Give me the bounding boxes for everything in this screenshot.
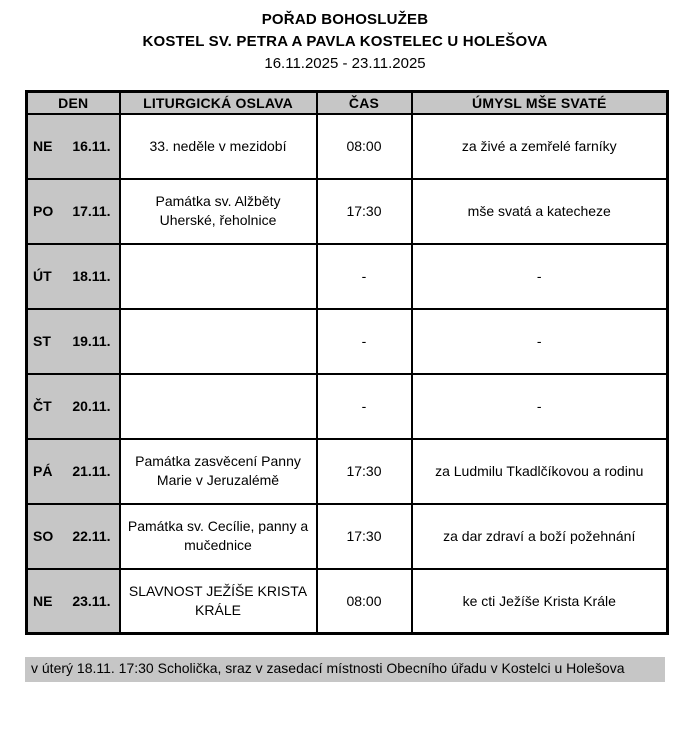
day-abbrev: PÁ <box>33 463 53 479</box>
day-cell <box>27 179 120 244</box>
table-row <box>27 374 668 439</box>
celebration-cell: Památka sv. Alžběty Uherské, řeholnice <box>120 179 317 244</box>
table-row <box>27 569 668 634</box>
time-cell: - <box>317 244 412 309</box>
time-cell: 08:00 <box>317 114 412 179</box>
time-cell: - <box>317 309 412 374</box>
intention-cell: za živé a zemřelé farníky <box>412 114 668 179</box>
header-row <box>27 92 668 114</box>
day-abbrev: ČT <box>33 398 52 414</box>
day-cell <box>27 309 120 374</box>
day-cell <box>27 569 120 634</box>
time-cell: 17:30 <box>317 179 412 244</box>
schedule-table <box>25 90 669 635</box>
intention-cell: za Ludmilu Tkadlčíkovou a rodinu <box>412 439 668 504</box>
day-abbrev: NE <box>33 592 53 609</box>
celebration-cell <box>120 374 317 439</box>
day-cell <box>27 439 120 504</box>
table-row <box>27 439 668 504</box>
col-header-umysl: ÚMYSL MŠE SVATÉ <box>412 92 668 114</box>
day-cell <box>27 244 120 309</box>
day-date: 18.11. <box>72 268 111 284</box>
celebration-cell <box>120 309 317 374</box>
day-abbrev: NE <box>33 138 53 154</box>
intention-cell: mše svatá a katecheze <box>412 179 668 244</box>
time-cell: 17:30 <box>317 439 412 504</box>
celebration-cell: 33. neděle v mezidobí <box>120 114 317 179</box>
col-header-den: DEN <box>27 92 120 114</box>
day-abbrev: ST <box>33 333 51 349</box>
day-cell <box>27 504 120 569</box>
day-cell <box>27 374 120 439</box>
schedule-table-body <box>27 114 668 634</box>
table-row <box>27 244 668 309</box>
intention-cell: - <box>412 374 668 439</box>
col-header-liturgicka-oslava: LITURGICKÁ OSLAVA <box>120 92 317 114</box>
day-date: 23.11. <box>72 592 111 609</box>
time-cell: - <box>317 374 412 439</box>
celebration-cell: SLAVNOST JEŽÍŠE KRISTA KRÁLE <box>120 569 317 634</box>
footer-note: v úterý 18.11. 17:30 Scholička, sraz v zasedací místnosti Obecního úřadu v Kostelci u Holešova <box>25 657 665 682</box>
col-header-cas: ČAS <box>317 92 412 114</box>
intention-cell: - <box>412 309 668 374</box>
day-abbrev: PO <box>33 203 54 219</box>
time-cell: 17:30 <box>317 504 412 569</box>
date-range: 16.11.2025 - 23.11.2025 <box>264 55 426 72</box>
intention-cell: - <box>412 244 668 309</box>
table-row <box>27 114 668 179</box>
table-row <box>27 309 668 374</box>
page-title: POŘAD BOHOSLUŽEB <box>261 11 429 28</box>
celebration-cell <box>120 244 317 309</box>
intention-cell: za dar zdraví a boží požehnání <box>412 504 668 569</box>
time-cell: 08:00 <box>317 569 412 634</box>
day-date: 17.11. <box>72 203 111 219</box>
day-date: 20.11. <box>72 398 111 414</box>
page-subtitle: KOSTEL SV. PETRA A PAVLA KOSTELEC U HOLEŠOVA <box>142 33 548 50</box>
day-cell <box>27 114 120 179</box>
celebration-cell: Památka zasvěcení Panny Marie v Jeruzalémě <box>120 439 317 504</box>
schedule-table-head <box>27 92 668 114</box>
document-header <box>0 0 690 75</box>
day-abbrev: ÚT <box>33 268 52 284</box>
day-date: 22.11. <box>72 528 111 544</box>
day-abbrev: SO <box>33 528 54 544</box>
day-date: 16.11. <box>72 138 111 154</box>
intention-cell: ke cti Ježíše Krista Krále <box>412 569 668 634</box>
table-row <box>27 504 668 569</box>
celebration-cell: Památka sv. Cecílie, panny a mučednice <box>120 504 317 569</box>
day-date: 21.11. <box>72 463 111 479</box>
table-row <box>27 179 668 244</box>
day-date: 19.11. <box>72 333 111 349</box>
